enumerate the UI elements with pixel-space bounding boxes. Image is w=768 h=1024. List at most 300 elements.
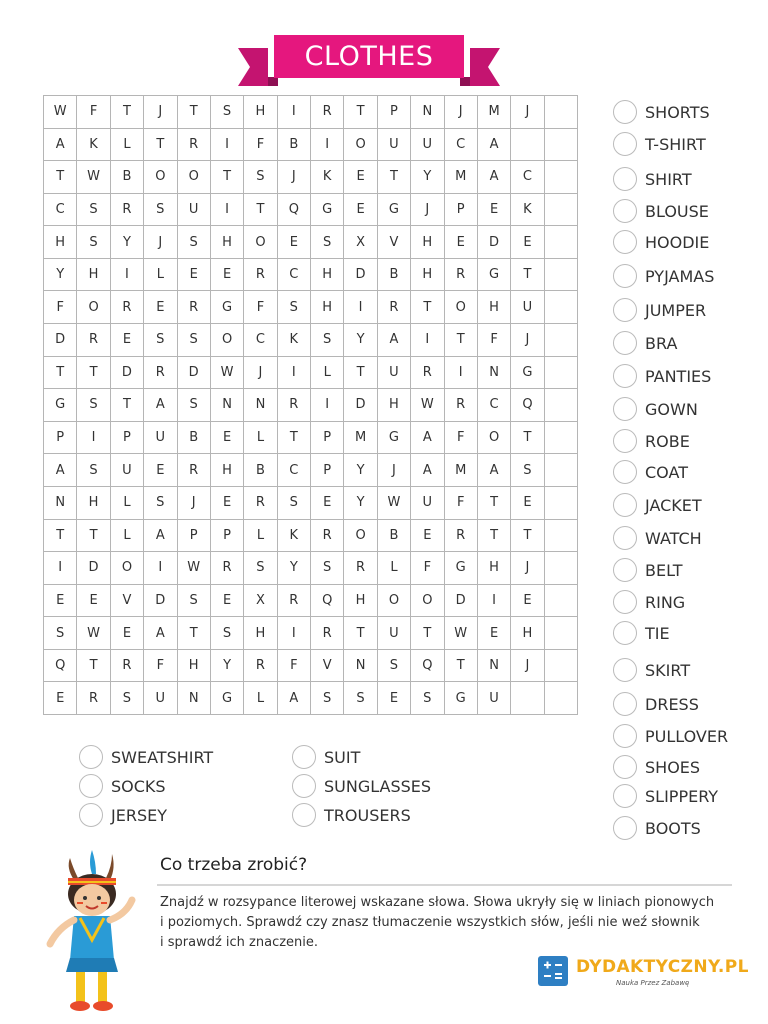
grid-cell[interactable]: B xyxy=(244,454,277,487)
grid-cell[interactable]: S xyxy=(311,682,344,715)
grid-cell[interactable]: G xyxy=(378,422,411,455)
grid-cell[interactable]: U xyxy=(478,682,511,715)
grid-cell[interactable]: D xyxy=(445,585,478,618)
grid-cell[interactable]: D xyxy=(344,389,377,422)
grid-cell[interactable]: J xyxy=(278,161,311,194)
grid-cell[interactable]: H xyxy=(478,552,511,585)
grid-cell[interactable]: R xyxy=(311,520,344,553)
grid-cell[interactable]: E xyxy=(344,161,377,194)
grid-cell[interactable]: F xyxy=(77,96,110,129)
grid-cell[interactable]: X xyxy=(244,585,277,618)
grid-cell[interactable]: D xyxy=(111,357,144,390)
grid-cell[interactable]: T xyxy=(278,422,311,455)
checkbox-circle[interactable] xyxy=(613,429,637,453)
grid-cell[interactable]: W xyxy=(445,617,478,650)
grid-cell[interactable]: O xyxy=(344,129,377,162)
grid-cell[interactable]: L xyxy=(111,487,144,520)
grid-cell[interactable]: R xyxy=(445,520,478,553)
grid-cell[interactable]: E xyxy=(378,682,411,715)
grid-cell[interactable] xyxy=(545,552,578,585)
grid-cell[interactable] xyxy=(545,259,578,292)
grid-cell[interactable] xyxy=(545,291,578,324)
checkbox-circle[interactable] xyxy=(79,803,103,827)
grid-cell[interactable]: H xyxy=(211,454,244,487)
grid-cell[interactable]: A xyxy=(144,520,177,553)
grid-cell[interactable]: S xyxy=(77,454,110,487)
grid-cell[interactable]: T xyxy=(111,389,144,422)
grid-cell[interactable] xyxy=(545,422,578,455)
grid-cell[interactable]: R xyxy=(445,259,478,292)
grid-cell[interactable]: M xyxy=(445,454,478,487)
grid-cell[interactable]: D xyxy=(178,357,211,390)
grid-cell[interactable]: H xyxy=(244,617,277,650)
grid-cell[interactable]: W xyxy=(44,96,77,129)
grid-cell[interactable]: S xyxy=(511,454,544,487)
grid-cell[interactable]: S xyxy=(311,552,344,585)
grid-cell[interactable]: K xyxy=(278,324,311,357)
grid-cell[interactable]: G xyxy=(511,357,544,390)
grid-cell[interactable]: S xyxy=(211,96,244,129)
grid-cell[interactable]: N xyxy=(178,682,211,715)
grid-cell[interactable]: E xyxy=(478,194,511,227)
grid-cell[interactable]: C xyxy=(44,194,77,227)
grid-cell[interactable]: W xyxy=(378,487,411,520)
grid-cell[interactable]: V xyxy=(311,650,344,683)
grid-cell[interactable]: R xyxy=(111,650,144,683)
grid-cell[interactable] xyxy=(545,520,578,553)
checkbox-circle[interactable] xyxy=(613,724,637,748)
grid-cell[interactable]: L xyxy=(244,422,277,455)
grid-cell[interactable]: I xyxy=(77,422,110,455)
grid-cell[interactable]: E xyxy=(411,520,444,553)
grid-cell[interactable]: N xyxy=(478,357,511,390)
grid-cell[interactable] xyxy=(545,617,578,650)
grid-cell[interactable]: E xyxy=(445,226,478,259)
grid-cell[interactable]: C xyxy=(278,454,311,487)
grid-cell[interactable]: S xyxy=(278,291,311,324)
grid-cell[interactable] xyxy=(511,129,544,162)
grid-cell[interactable]: D xyxy=(77,552,110,585)
grid-cell[interactable]: O xyxy=(445,291,478,324)
grid-cell[interactable]: U xyxy=(378,617,411,650)
grid-cell[interactable]: H xyxy=(311,291,344,324)
grid-cell[interactable]: B xyxy=(278,129,311,162)
grid-cell[interactable]: O xyxy=(77,291,110,324)
grid-cell[interactable]: O xyxy=(411,585,444,618)
checkbox-circle[interactable] xyxy=(613,784,637,808)
grid-cell[interactable]: Y xyxy=(344,324,377,357)
grid-cell[interactable]: R xyxy=(378,291,411,324)
checkbox-circle[interactable] xyxy=(292,803,316,827)
grid-cell[interactable]: T xyxy=(178,96,211,129)
grid-cell[interactable]: N xyxy=(478,650,511,683)
grid-cell[interactable]: Y xyxy=(44,259,77,292)
grid-cell[interactable]: O xyxy=(344,520,377,553)
grid-cell[interactable]: O xyxy=(378,585,411,618)
grid-cell[interactable]: H xyxy=(211,226,244,259)
grid-cell[interactable]: S xyxy=(344,682,377,715)
grid-cell[interactable]: F xyxy=(244,129,277,162)
grid-cell[interactable]: B xyxy=(378,259,411,292)
grid-cell[interactable]: Q xyxy=(44,650,77,683)
grid-cell[interactable]: I xyxy=(278,357,311,390)
grid-cell[interactable]: O xyxy=(111,552,144,585)
grid-cell[interactable]: L xyxy=(244,682,277,715)
grid-cell[interactable] xyxy=(545,585,578,618)
grid-cell[interactable]: H xyxy=(344,585,377,618)
grid-cell[interactable]: T xyxy=(111,96,144,129)
grid-cell[interactable]: U xyxy=(411,487,444,520)
grid-cell[interactable]: F xyxy=(445,422,478,455)
grid-cell[interactable]: R xyxy=(178,291,211,324)
grid-cell[interactable]: O xyxy=(478,422,511,455)
grid-cell[interactable]: S xyxy=(111,682,144,715)
grid-cell[interactable] xyxy=(545,226,578,259)
grid-cell[interactable]: T xyxy=(511,422,544,455)
checkbox-circle[interactable] xyxy=(613,526,637,550)
grid-cell[interactable]: F xyxy=(478,324,511,357)
grid-cell[interactable]: Q xyxy=(311,585,344,618)
grid-cell[interactable]: P xyxy=(111,422,144,455)
grid-cell[interactable]: W xyxy=(211,357,244,390)
grid-cell[interactable]: E xyxy=(44,585,77,618)
grid-cell[interactable]: C xyxy=(511,161,544,194)
grid-cell[interactable]: E xyxy=(478,617,511,650)
grid-cell[interactable]: E xyxy=(144,291,177,324)
grid-cell[interactable]: T xyxy=(445,650,478,683)
grid-cell[interactable]: V xyxy=(111,585,144,618)
checkbox-circle[interactable] xyxy=(613,493,637,517)
grid-cell[interactable]: Y xyxy=(411,161,444,194)
grid-cell[interactable]: X xyxy=(344,226,377,259)
grid-cell[interactable]: T xyxy=(44,161,77,194)
grid-cell[interactable]: T xyxy=(344,617,377,650)
grid-cell[interactable] xyxy=(545,161,578,194)
grid-cell[interactable]: N xyxy=(211,389,244,422)
grid-cell[interactable]: S xyxy=(77,389,110,422)
grid-cell[interactable]: H xyxy=(178,650,211,683)
grid-cell[interactable]: J xyxy=(144,226,177,259)
grid-cell[interactable]: N xyxy=(44,487,77,520)
grid-cell[interactable]: F xyxy=(44,291,77,324)
grid-cell[interactable]: H xyxy=(378,389,411,422)
grid-cell[interactable]: L xyxy=(311,357,344,390)
grid-cell[interactable]: E xyxy=(511,487,544,520)
grid-cell[interactable]: A xyxy=(144,617,177,650)
grid-cell[interactable]: E xyxy=(44,682,77,715)
grid-cell[interactable]: B xyxy=(178,422,211,455)
grid-cell[interactable]: H xyxy=(411,259,444,292)
grid-cell[interactable]: T xyxy=(77,520,110,553)
grid-cell[interactable]: R xyxy=(144,357,177,390)
grid-cell[interactable]: N xyxy=(244,389,277,422)
grid-cell[interactable]: T xyxy=(478,520,511,553)
grid-cell[interactable]: T xyxy=(44,357,77,390)
grid-cell[interactable]: F xyxy=(411,552,444,585)
grid-cell[interactable]: H xyxy=(77,259,110,292)
grid-cell[interactable]: R xyxy=(244,259,277,292)
grid-cell[interactable]: H xyxy=(511,617,544,650)
grid-cell[interactable]: S xyxy=(178,585,211,618)
grid-cell[interactable]: F xyxy=(445,487,478,520)
grid-cell[interactable]: M xyxy=(344,422,377,455)
grid-cell[interactable]: E xyxy=(511,585,544,618)
grid-cell[interactable]: R xyxy=(344,552,377,585)
grid-cell[interactable]: S xyxy=(77,194,110,227)
grid-cell[interactable] xyxy=(545,454,578,487)
grid-cell[interactable]: R xyxy=(178,129,211,162)
grid-cell[interactable]: S xyxy=(144,324,177,357)
grid-cell[interactable]: R xyxy=(211,552,244,585)
grid-cell[interactable]: E xyxy=(111,617,144,650)
grid-cell[interactable]: S xyxy=(144,194,177,227)
grid-cell[interactable]: T xyxy=(411,617,444,650)
grid-cell[interactable] xyxy=(545,129,578,162)
grid-cell[interactable]: E xyxy=(211,259,244,292)
grid-cell[interactable]: P xyxy=(311,422,344,455)
checkbox-circle[interactable] xyxy=(79,774,103,798)
grid-cell[interactable]: A xyxy=(378,324,411,357)
grid-cell[interactable] xyxy=(545,487,578,520)
grid-cell[interactable]: K xyxy=(278,520,311,553)
grid-cell[interactable]: G xyxy=(445,552,478,585)
grid-cell[interactable]: S xyxy=(244,552,277,585)
grid-cell[interactable]: I xyxy=(278,617,311,650)
grid-cell[interactable]: M xyxy=(478,96,511,129)
grid-cell[interactable]: P xyxy=(211,520,244,553)
grid-cell[interactable]: I xyxy=(278,96,311,129)
grid-cell[interactable]: Y xyxy=(211,650,244,683)
grid-cell[interactable]: M xyxy=(445,161,478,194)
grid-cell[interactable]: S xyxy=(378,650,411,683)
checkbox-circle[interactable] xyxy=(613,755,637,779)
grid-cell[interactable]: G xyxy=(44,389,77,422)
grid-cell[interactable]: T xyxy=(511,520,544,553)
grid-cell[interactable]: U xyxy=(144,682,177,715)
grid-cell[interactable]: U xyxy=(144,422,177,455)
grid-cell[interactable]: A xyxy=(478,454,511,487)
grid-cell[interactable]: G xyxy=(211,682,244,715)
checkbox-circle[interactable] xyxy=(613,199,637,223)
grid-cell[interactable]: J xyxy=(178,487,211,520)
grid-cell[interactable]: S xyxy=(211,617,244,650)
grid-cell[interactable]: J xyxy=(144,96,177,129)
grid-cell[interactable]: P xyxy=(178,520,211,553)
checkbox-circle[interactable] xyxy=(292,774,316,798)
grid-cell[interactable]: T xyxy=(211,161,244,194)
grid-cell[interactable]: P xyxy=(311,454,344,487)
grid-cell[interactable]: H xyxy=(77,487,110,520)
grid-cell[interactable]: S xyxy=(244,161,277,194)
grid-cell[interactable]: N xyxy=(411,96,444,129)
grid-cell[interactable] xyxy=(511,682,544,715)
grid-cell[interactable]: L xyxy=(111,129,144,162)
grid-cell[interactable] xyxy=(545,324,578,357)
checkbox-circle[interactable] xyxy=(613,230,637,254)
grid-cell[interactable]: S xyxy=(77,226,110,259)
checkbox-circle[interactable] xyxy=(613,692,637,716)
grid-cell[interactable]: D xyxy=(344,259,377,292)
grid-cell[interactable]: T xyxy=(478,487,511,520)
grid-cell[interactable]: W xyxy=(178,552,211,585)
grid-cell[interactable]: D xyxy=(44,324,77,357)
grid-cell[interactable]: Q xyxy=(278,194,311,227)
grid-cell[interactable]: J xyxy=(511,324,544,357)
grid-cell[interactable]: A xyxy=(144,389,177,422)
grid-cell[interactable]: T xyxy=(344,96,377,129)
grid-cell[interactable]: J xyxy=(445,96,478,129)
grid-cell[interactable]: H xyxy=(411,226,444,259)
grid-cell[interactable]: T xyxy=(511,259,544,292)
checkbox-circle[interactable] xyxy=(613,460,637,484)
grid-cell[interactable]: I xyxy=(311,389,344,422)
checkbox-circle[interactable] xyxy=(613,167,637,191)
grid-cell[interactable]: S xyxy=(311,226,344,259)
grid-cell[interactable]: A xyxy=(278,682,311,715)
grid-cell[interactable]: I xyxy=(344,291,377,324)
checkbox-circle[interactable] xyxy=(613,331,637,355)
grid-cell[interactable]: L xyxy=(111,520,144,553)
grid-cell[interactable]: E xyxy=(211,422,244,455)
grid-cell[interactable]: I xyxy=(478,585,511,618)
checkbox-circle[interactable] xyxy=(613,298,637,322)
grid-cell[interactable]: Y xyxy=(278,552,311,585)
checkbox-circle[interactable] xyxy=(613,590,637,614)
grid-cell[interactable]: U xyxy=(378,357,411,390)
grid-cell[interactable]: S xyxy=(278,487,311,520)
grid-cell[interactable]: P xyxy=(378,96,411,129)
grid-cell[interactable]: S xyxy=(311,324,344,357)
grid-cell[interactable]: F xyxy=(244,291,277,324)
grid-cell[interactable]: A xyxy=(411,454,444,487)
grid-cell[interactable]: E xyxy=(511,226,544,259)
grid-cell[interactable]: I xyxy=(211,129,244,162)
grid-cell[interactable]: I xyxy=(111,259,144,292)
grid-cell[interactable]: R xyxy=(411,357,444,390)
grid-cell[interactable]: S xyxy=(178,389,211,422)
grid-cell[interactable]: Y xyxy=(344,487,377,520)
checkbox-circle[interactable] xyxy=(79,745,103,769)
checkbox-circle[interactable] xyxy=(613,100,637,124)
grid-cell[interactable]: W xyxy=(77,161,110,194)
grid-cell[interactable]: R xyxy=(111,194,144,227)
grid-cell[interactable]: R xyxy=(77,324,110,357)
grid-cell[interactable]: R xyxy=(278,389,311,422)
grid-cell[interactable]: P xyxy=(44,422,77,455)
checkbox-circle[interactable] xyxy=(613,558,637,582)
grid-cell[interactable]: K xyxy=(77,129,110,162)
grid-cell[interactable]: U xyxy=(178,194,211,227)
grid-cell[interactable]: H xyxy=(478,291,511,324)
grid-cell[interactable]: H xyxy=(311,259,344,292)
grid-cell[interactable]: P xyxy=(445,194,478,227)
grid-cell[interactable]: H xyxy=(44,226,77,259)
grid-cell[interactable]: D xyxy=(144,585,177,618)
grid-cell[interactable]: S xyxy=(411,682,444,715)
grid-cell[interactable]: L xyxy=(144,259,177,292)
grid-cell[interactable]: T xyxy=(144,129,177,162)
grid-cell[interactable]: R xyxy=(178,454,211,487)
grid-cell[interactable]: J xyxy=(244,357,277,390)
grid-cell[interactable]: W xyxy=(77,617,110,650)
grid-cell[interactable]: T xyxy=(244,194,277,227)
grid-cell[interactable]: V xyxy=(378,226,411,259)
grid-cell[interactable]: Q xyxy=(511,389,544,422)
checkbox-circle[interactable] xyxy=(613,364,637,388)
grid-cell[interactable]: S xyxy=(178,324,211,357)
grid-cell[interactable]: W xyxy=(411,389,444,422)
grid-cell[interactable]: G xyxy=(478,259,511,292)
grid-cell[interactable]: R xyxy=(244,487,277,520)
grid-cell[interactable]: J xyxy=(511,552,544,585)
grid-cell[interactable]: R xyxy=(311,617,344,650)
grid-cell[interactable]: G xyxy=(211,291,244,324)
grid-cell[interactable]: S xyxy=(144,487,177,520)
grid-cell[interactable] xyxy=(545,194,578,227)
grid-cell[interactable] xyxy=(545,389,578,422)
checkbox-circle[interactable] xyxy=(613,264,637,288)
grid-cell[interactable]: S xyxy=(178,226,211,259)
grid-cell[interactable]: T xyxy=(445,324,478,357)
grid-cell[interactable]: U xyxy=(378,129,411,162)
grid-cell[interactable]: B xyxy=(378,520,411,553)
grid-cell[interactable]: E xyxy=(278,226,311,259)
grid-cell[interactable]: T xyxy=(378,161,411,194)
grid-cell[interactable]: Y xyxy=(344,454,377,487)
grid-cell[interactable]: Q xyxy=(411,650,444,683)
grid-cell[interactable]: S xyxy=(44,617,77,650)
grid-cell[interactable]: E xyxy=(77,585,110,618)
grid-cell[interactable]: O xyxy=(244,226,277,259)
grid-cell[interactable]: I xyxy=(144,552,177,585)
grid-cell[interactable]: G xyxy=(378,194,411,227)
checkbox-circle[interactable] xyxy=(613,621,637,645)
grid-cell[interactable]: N xyxy=(344,650,377,683)
grid-cell[interactable]: I xyxy=(44,552,77,585)
grid-cell[interactable]: D xyxy=(478,226,511,259)
grid-cell[interactable]: I xyxy=(411,324,444,357)
grid-cell[interactable]: T xyxy=(411,291,444,324)
grid-cell[interactable]: T xyxy=(178,617,211,650)
grid-cell[interactable] xyxy=(545,96,578,129)
grid-cell[interactable]: A xyxy=(44,454,77,487)
grid-cell[interactable]: G xyxy=(445,682,478,715)
grid-cell[interactable]: E xyxy=(211,585,244,618)
grid-cell[interactable]: Y xyxy=(111,226,144,259)
grid-cell[interactable]: E xyxy=(178,259,211,292)
grid-cell[interactable]: F xyxy=(278,650,311,683)
grid-cell[interactable]: T xyxy=(44,520,77,553)
grid-cell[interactable]: R xyxy=(445,389,478,422)
grid-cell[interactable]: T xyxy=(344,357,377,390)
grid-cell[interactable]: J xyxy=(378,454,411,487)
grid-cell[interactable]: O xyxy=(211,324,244,357)
grid-cell[interactable]: C xyxy=(278,259,311,292)
grid-cell[interactable]: L xyxy=(378,552,411,585)
grid-cell[interactable]: G xyxy=(311,194,344,227)
grid-cell[interactable]: T xyxy=(77,650,110,683)
grid-cell[interactable] xyxy=(545,682,578,715)
grid-cell[interactable]: U xyxy=(111,454,144,487)
grid-cell[interactable]: F xyxy=(144,650,177,683)
grid-cell[interactable]: T xyxy=(77,357,110,390)
grid-cell[interactable]: R xyxy=(77,682,110,715)
grid-cell[interactable]: K xyxy=(311,161,344,194)
grid-cell[interactable]: U xyxy=(511,291,544,324)
checkbox-circle[interactable] xyxy=(613,397,637,421)
grid-cell[interactable]: A xyxy=(478,161,511,194)
checkbox-circle[interactable] xyxy=(613,132,637,156)
